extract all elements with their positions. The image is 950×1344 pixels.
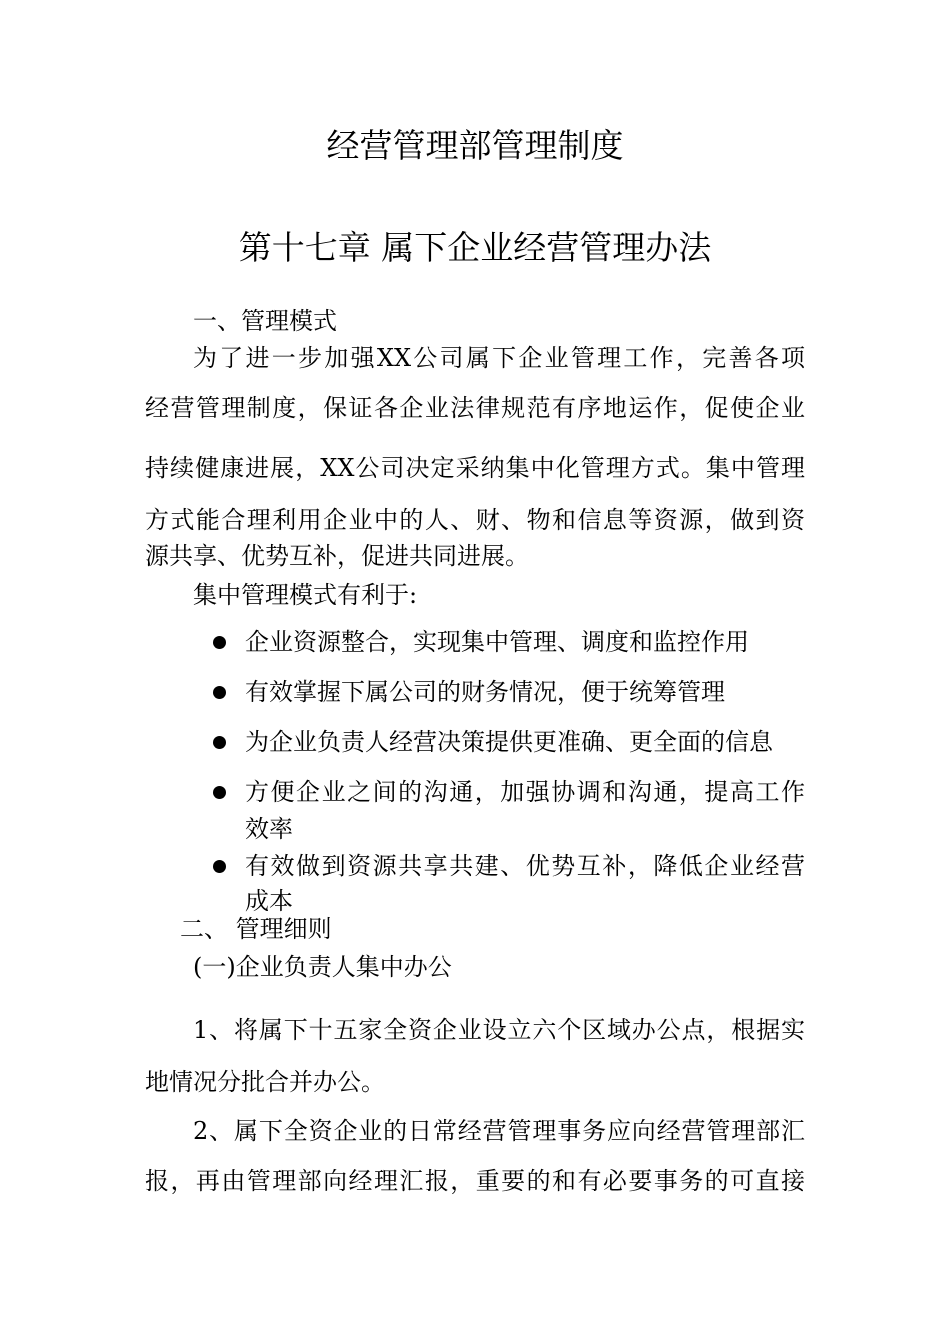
list-item: 方便企业之间的沟通，加强协调和沟通，提高工作 <box>245 778 805 806</box>
bullet-dot-icon <box>213 636 226 649</box>
list-item-continuation: 效率 <box>245 815 293 843</box>
list-item: 有效做到资源共享共建、优势互补，降低企业经营 <box>245 852 805 880</box>
bullet-dot-icon <box>213 860 226 873</box>
paragraph-line: 地情况分批合并办公。 <box>145 1068 385 1096</box>
chapter-title: 第十七章 属下企业经营管理办法 <box>238 228 712 267</box>
list-item: 有效掌握下属公司的财务情况，便于统筹管理 <box>245 678 725 706</box>
bullet-dot-icon <box>213 786 226 799</box>
list-item: 为企业负责人经营决策提供更准确、更全面的信息 <box>245 728 773 756</box>
list-item-continuation: 成本 <box>245 887 293 915</box>
list-item: 企业资源整合，实现集中管理、调度和监控作用 <box>245 628 749 656</box>
subsection-heading: (一)企业负责人集中办公 <box>193 953 452 981</box>
paragraph-line: 经营管理制度，保证各企业法律规范有序地运作，促使企业 <box>145 394 805 422</box>
paragraph-line: 2、属下全资企业的日常经营管理事务应向经营管理部汇 <box>193 1117 805 1145</box>
section-heading-2: 二、 管理细则 <box>180 915 332 943</box>
section-heading-1: 一、管理模式 <box>193 307 337 335</box>
paragraph-line: 报，再由管理部向经理汇报，重要的和有必要事务的可直接 <box>145 1167 805 1195</box>
paragraph-line: 方式能合理利用企业中的人、财、物和信息等资源，做到资 <box>145 506 805 534</box>
paragraph-line: 源共享、优势互补，促进共同进展。 <box>145 542 529 570</box>
benefits-intro: 集中管理模式有利于: <box>193 581 418 609</box>
bullet-dot-icon <box>213 736 226 749</box>
bullet-dot-icon <box>213 686 226 699</box>
paragraph-line: 持续健康进展，XX公司决定采纳集中化管理方式。集中管理 <box>145 454 805 482</box>
document-title: 经营管理部管理制度 <box>326 126 624 165</box>
paragraph-line: 为了进一步加强XX公司属下企业管理工作，完善各项 <box>193 344 805 372</box>
paragraph-line: 1、将属下十五家全资企业设立六个区域办公点，根据实 <box>193 1016 805 1044</box>
